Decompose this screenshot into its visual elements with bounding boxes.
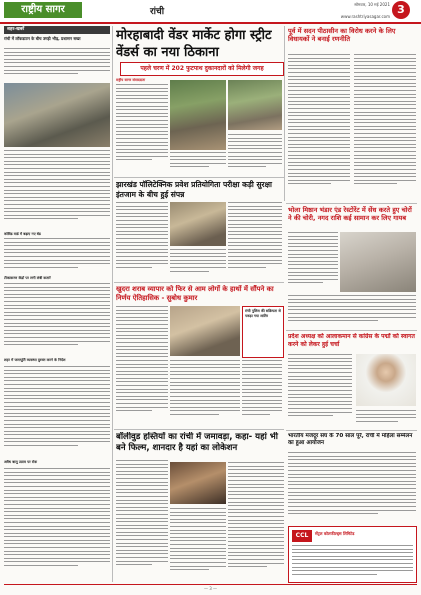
left-body-3 [4,238,110,274]
ccl-ad-text [292,545,413,579]
lead-body-col1 [116,84,168,174]
column-rule-2 [284,26,285,201]
market-photo [170,80,226,150]
right-top-body-2 [354,54,416,202]
lead-headline: मोरहाबादी वेंडर मार्केट होगा स्ट्रीट वेंडर्स का नया ठिकाना [116,28,272,60]
story4-headline: खुदरा शराब व्यापार को फिर से आम लोगों के हाथों में सौंपने का निर्णय ऐतिहासिक - सुबोध कुमार [116,285,274,302]
meeting-photo [170,306,240,356]
row-rule-2 [286,203,417,204]
ccl-name: सेंट्रल कोलफील्ड्स लिमिटेड [315,531,355,536]
brand-logo: राष्ट्रीय सागर [4,2,82,18]
ccl-logo: CCL [292,530,312,542]
left-body-6 [4,468,110,580]
city-name: रांची [150,7,165,17]
story5-headline: प्रदेश अध्यक्ष को आलाकमान से कांग्रेस के पद्मों को स्वागत करने को लेकर हुई चर्चा [288,333,415,348]
side-box [242,306,284,358]
left-body-4 [4,283,110,357]
story6-body-3 [228,462,284,580]
left-headline-2: कोविड वार्ड में बढ़ाए गए बेड [4,232,41,236]
left-headline-4: शहर में जलापूर्ति व्यवस्था दुरुस्त करने के निर्देश [4,358,66,362]
row-rule-1 [114,177,284,178]
page-number: 3 [392,1,410,19]
left-body-5 [4,366,110,458]
left-headline-3: टीकाकरण केंद्रों पर लगी लंबी कतारें [4,276,51,280]
story2-body-3 [228,202,282,280]
story2-body-2 [170,249,226,280]
story2-headline: झारखंड पॉलिटेक्निक प्रवेश प्रतियोगिता परीक्षा कड़ी सुरक्षा इंतजाम के बीच हुई संपन्न [116,180,272,199]
right-top-body-1 [288,54,350,202]
story4-body-1 [116,306,168,426]
column-rule [112,26,113,582]
crowd-photo [4,83,110,147]
story4-body-3 [242,360,282,426]
lead-subhead: पहले चरण में 202 फुटपाथ दुकानदारों को मिलेगी जगह [140,65,264,72]
story7-headline: भारतीय मजदूर संघ के 70 साल पूरे, रांची में महिला सम्मेलन का हुआ आयोजन [288,433,413,446]
left-headline-1: रांची में लॉकडाउन के बीच उमड़ी भीड़, प्रशासन सख्त [4,36,81,41]
side-box-headline: रांची पुलिस की सक्रियता से पकड़ा गया शातिर [245,309,281,318]
section-band: शहर-खबरें [4,26,110,34]
dateline: सोमवार, 10 मई 2021 [354,2,390,7]
left-body-1 [4,48,110,82]
story6-body-2 [170,508,226,580]
footer-rule [4,584,417,585]
story5-body-2 [356,410,416,428]
lead-photo-caption [170,152,226,174]
row-rule-6 [286,430,417,431]
story5-body-1 [288,354,352,428]
left-headline-5: अवैध बालू उठाव पर रोक [4,460,38,464]
lead-body-col3 [228,134,282,174]
bollywood-photo [170,462,226,504]
market-photo-2 [228,80,282,130]
row-rule-3 [114,282,284,283]
story7-body [288,452,416,522]
story3-headline: भोला मिष्ठान भंडार एंड रेस्टोरेंट में सेंध करते हुए चोरों ने की चोरी, नगद राशि कई सामान कर लिए गायब [288,206,412,222]
lead-byline: राष्ट्रीय सागर संवाददाता [116,78,146,82]
right-top-headline: पूर्व में सदन पीठासीन का विरोध करने के लिए विधायकों ने बनाई रणनीति [288,27,396,43]
masthead [0,0,421,24]
story3-body-1 [288,232,338,292]
shop-photo [340,232,416,292]
story3-body-2 [288,295,416,327]
story4-body-2 [170,360,240,426]
row-rule-5 [114,429,284,430]
story6-body-1 [116,460,168,580]
lead-subhead-box [120,62,284,76]
story6-headline: बॉलीवुड हस्तियों का रांची में जमावड़ा, कहा- यहां भी बने फिल्म, शानदार है यहां का लोकेशन [116,432,278,453]
story2-body-1 [116,202,168,280]
exam-photo [170,202,226,246]
footer-page-number: — 3 — [203,586,218,591]
ccl-advertisement [288,526,417,583]
portrait-photo [356,354,416,406]
left-body-2 [4,150,110,230]
site-url: www.rashtriyasagar.com [340,14,390,19]
row-rule-4 [286,330,417,331]
